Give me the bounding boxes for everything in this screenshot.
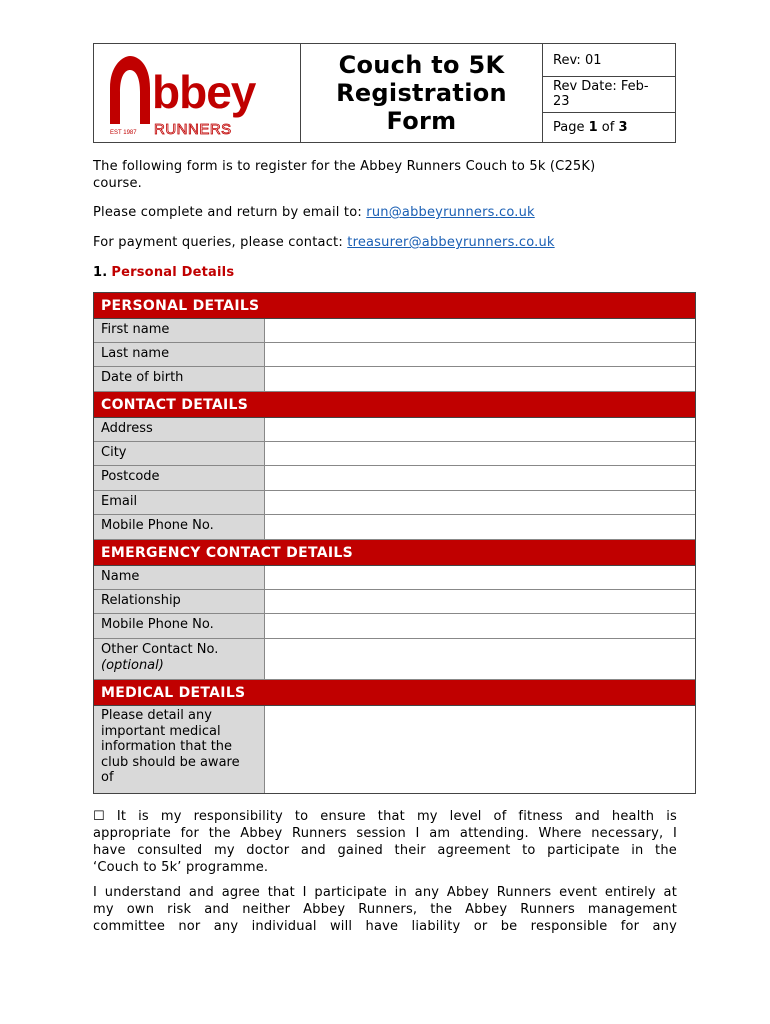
email-field[interactable] [265,491,695,514]
return-instructions: Please complete and return by email to: run@abbeyrunners.co.uk [93,205,535,220]
registration-form-table [93,292,696,794]
row-first-name: First name [94,319,695,343]
row-medical: Please detail any important medical information that the club should be aware of [94,706,695,793]
row-postcode: Postcode [94,466,695,491]
medical-info-field[interactable] [265,706,695,793]
emergency-name-field[interactable] [265,566,695,589]
form-title: Couch to 5K Registration Form [301,44,543,142]
mobile-field[interactable] [265,515,695,539]
return-email-link[interactable]: run@abbeyrunners.co.uk [366,205,535,220]
postcode-field[interactable] [265,466,695,490]
revision-info [543,44,675,142]
dob-field[interactable] [265,367,695,391]
treasurer-email-link[interactable]: treasurer@abbeyrunners.co.uk [347,235,555,250]
row-emergency-mobile: Mobile Phone No. [94,614,695,639]
row-last-name: Last name [94,343,695,367]
header-box [93,43,676,143]
logo-cell [94,44,301,142]
row-city: City [94,442,695,466]
band-personal-details: PERSONAL DETAILS [94,293,695,319]
rev-date: Rev Date: Feb- 23 [543,77,675,113]
address-field[interactable] [265,418,695,441]
consent-checkbox[interactable]: ☐ [93,809,105,824]
city-field[interactable] [265,442,695,465]
band-emergency-contact: EMERGENCY CONTACT DETAILS [94,540,695,566]
row-emergency-name: Name [94,566,695,590]
fitness-declaration: ☐ It is my responsibility to ensure that my level of fitness and health is appropriate for the Abbey Runners session I am attending. Where necessary, I have consulted my doctor and gained their agreement to participate in the ‘Couch to 5k’ programme. [93,809,677,875]
svg-text:bbey: bbey [152,66,256,118]
row-address: Address [94,418,695,442]
row-other-contact: Other Contact No. (optional) [94,639,695,680]
row-relationship: Relationship [94,590,695,614]
svg-text:RUNNERS: RUNNERS [154,121,232,136]
relationship-field[interactable] [265,590,695,613]
abbey-runners-logo [106,52,288,136]
band-contact-details: CONTACT DETAILS [94,392,695,418]
band-medical-details: MEDICAL DETAILS [94,680,695,706]
intro-text: The following form is to register for the Abbey Runners Couch to 5k (C25K) course. [93,159,596,191]
liability-declaration: I understand and agree that I participate in any Abbey Runners event entirely at my own risk and neither Abbey Runners, the Abbey Runners management committee nor any individual will have liability or be responsible for any [93,885,677,934]
section-heading: 1. Personal Details [93,265,235,280]
row-mobile: Mobile Phone No. [94,515,695,540]
row-email: Email [94,491,695,515]
page-number: Page 1 of 3 [553,120,628,135]
rev-number: Rev: 01 [543,44,675,77]
svg-text:EST 1987: EST 1987 [110,130,137,136]
row-dob: Date of birth [94,367,695,392]
first-name-field[interactable] [265,319,695,342]
payment-instructions: For payment queries, please contact: treasurer@abbeyrunners.co.uk [93,235,555,250]
last-name-field[interactable] [265,343,695,366]
emergency-mobile-field[interactable] [265,614,695,638]
other-contact-field[interactable] [265,639,695,679]
